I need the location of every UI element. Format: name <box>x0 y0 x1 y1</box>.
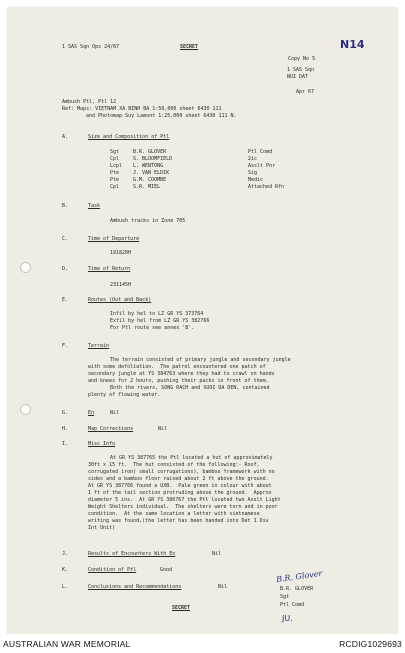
terrain-line: with some defoliation. The patrol encountered one patch of <box>88 364 266 370</box>
member-rank: Sgt <box>110 149 120 155</box>
signatory-appointment: Ptl Comd <box>280 602 305 608</box>
member-rank: Pte <box>110 177 120 183</box>
section-heading-g: En <box>88 410 95 416</box>
section-heading-k: Condition of Ptl <box>88 567 137 573</box>
section-letter-f: F. <box>62 343 69 349</box>
terrain-line: and knees for 2 hours, pushing their packs in front of them. <box>88 378 269 384</box>
terrain-line: secondary jungle at YS 384763 where they had to crawl on hands <box>88 371 275 377</box>
punch-hole-bottom <box>20 404 31 415</box>
member-name: B.R. GLOVER <box>133 149 167 155</box>
section-heading-f: Terrain <box>88 343 110 349</box>
section-body-k: Good <box>160 567 173 573</box>
file-reference: 1 SAS Sqn Ops 24/67 <box>62 44 120 50</box>
handwritten-initials: JU. <box>282 614 293 623</box>
section-letter-c: C. <box>62 236 69 242</box>
section-body-g: Nil <box>110 410 120 416</box>
route-line: Infil by hel to LZ GR YS 373764 <box>110 311 204 317</box>
section-letter-l: L. <box>62 584 69 590</box>
section-letter-g: G. <box>62 410 69 416</box>
member-name: L. WENTONG <box>133 163 164 169</box>
section-letter-e: E. <box>62 297 69 303</box>
member-rank: Pte <box>110 170 120 176</box>
handwritten-signature: B.R. Glover <box>275 568 323 585</box>
member-name: S. BLOOMFIELD <box>133 156 173 162</box>
member-rank: Cpl <box>110 156 120 162</box>
issuing-unit: 1 SAS Sqn <box>287 67 315 73</box>
section-heading-h: Map Corrections <box>88 426 134 432</box>
map-reference-line2: and Photomap Suy Lamont 1:25,000 sheet 6430 111 N. <box>86 113 237 119</box>
section-letter-k: K. <box>62 567 69 573</box>
section-body-h: Nil <box>158 426 168 432</box>
section-heading-d: Time of Return <box>88 266 131 272</box>
misc-info-line: diameter 5 ins. At GR YS 386767 the Ptl located two Asslt Light <box>88 497 281 503</box>
section-heading-e: Routes (Out and Back) <box>88 297 152 303</box>
archive-name: AUSTRALIAN WAR MEMORIAL <box>3 639 131 649</box>
copy-number: Copy No 5 <box>288 56 316 62</box>
classification-top: SECRET <box>180 44 199 50</box>
member-name: G.M. COOMBE <box>133 177 167 183</box>
misc-info-line: sides and a bamboo floor raised about 2 ft above the ground. <box>88 476 269 482</box>
misc-info-line: Weight Shelters individual. The shelters were torn and in poor <box>88 504 278 510</box>
section-letter-i: I. <box>62 441 69 447</box>
classification-bottom: SECRET <box>172 605 191 611</box>
member-rank: Cpl <box>110 184 120 190</box>
section-letter-j: J. <box>62 551 69 557</box>
section-letter-h: H. <box>62 426 69 432</box>
misc-info-line: At GR YS 387766 found a UXB. Pale green in colour with about <box>88 483 272 489</box>
terrain-line: The terrain consisted of primary jungle and secondary jungle <box>110 357 291 363</box>
member-role: Attached Rfn <box>248 184 285 190</box>
route-line: Exfil by hel from LZ GR YS 382766 <box>110 318 210 324</box>
member-name: S.R. MIEL <box>133 184 161 190</box>
member-role: Asslt Pnr <box>248 163 276 169</box>
misc-info-line: 30ft x 15 ft. The hut consisted of the following:- Roof, <box>88 462 260 468</box>
section-body-c: 191820H <box>110 250 132 256</box>
misc-info-line: writing was found,(the letter has been handed into Det 1 Div <box>88 518 269 524</box>
document-date: Apr 67 <box>296 89 315 95</box>
terrain-line: plenty of flowing water. <box>88 392 161 398</box>
member-name: J. VAN ELDIK <box>133 170 170 176</box>
archive-id: RCDIG1029693 <box>339 639 402 649</box>
section-heading-a: Size and Composition of Ptl <box>88 134 170 140</box>
punch-hole-top <box>20 262 31 273</box>
member-role: 2ic <box>248 156 258 162</box>
misc-info-line: At GR YS 387765 the Ptl located a hut of approximately <box>110 455 273 461</box>
section-body-d: 231145H <box>110 282 132 288</box>
section-body-b: Ambush tracks in Zone 705 <box>110 218 186 224</box>
section-body-j: Nil <box>212 551 222 557</box>
member-rank: Lcpl <box>110 163 123 169</box>
member-role: Medic <box>248 177 264 183</box>
route-line: For Ptl route see annex 'B'. <box>110 325 195 331</box>
misc-info-line: Int Unit) <box>88 525 116 531</box>
misc-info-line: 1 ft of the tail section protruding above the ground. Approx <box>88 490 272 496</box>
section-letter-d: D. <box>62 266 69 272</box>
misc-info-line: corrugated iron( small corrugations), bamboo framework with no <box>88 469 275 475</box>
member-role: Ptl Comd <box>248 149 273 155</box>
section-body-l: Nil <box>218 584 228 590</box>
section-heading-j: Results of Encounters With En <box>88 551 176 557</box>
section-heading-c: Time of Departure <box>88 236 140 242</box>
section-heading-i: Misc Info <box>88 441 116 447</box>
location: NUI DAT <box>287 74 309 80</box>
section-letter-b: B. <box>62 203 69 209</box>
misc-info-line: condition. At the same location a letter with vietnamese <box>88 511 260 517</box>
handwritten-reference: N14 <box>340 38 365 51</box>
member-role: Sig <box>248 170 258 176</box>
document-title: Ambush Ptl, Ptl 12 <box>62 99 117 105</box>
map-reference-line1: Ref: Maps: VIETNAM XA BINH BA 1:50,000 sheet 6430 111 <box>62 106 222 112</box>
signatory-rank: Sgt <box>280 594 290 600</box>
section-heading-b: Task <box>88 203 101 209</box>
section-letter-a: A. <box>62 134 69 140</box>
terrain-line: Both the rivers, SONG RACH and SUOI DA DEN, contained <box>110 385 270 391</box>
archive-footer <box>0 634 405 653</box>
signatory-name: B.R. GLOVER <box>280 586 314 592</box>
section-heading-l: Conclusions and Recommendations <box>88 584 182 590</box>
